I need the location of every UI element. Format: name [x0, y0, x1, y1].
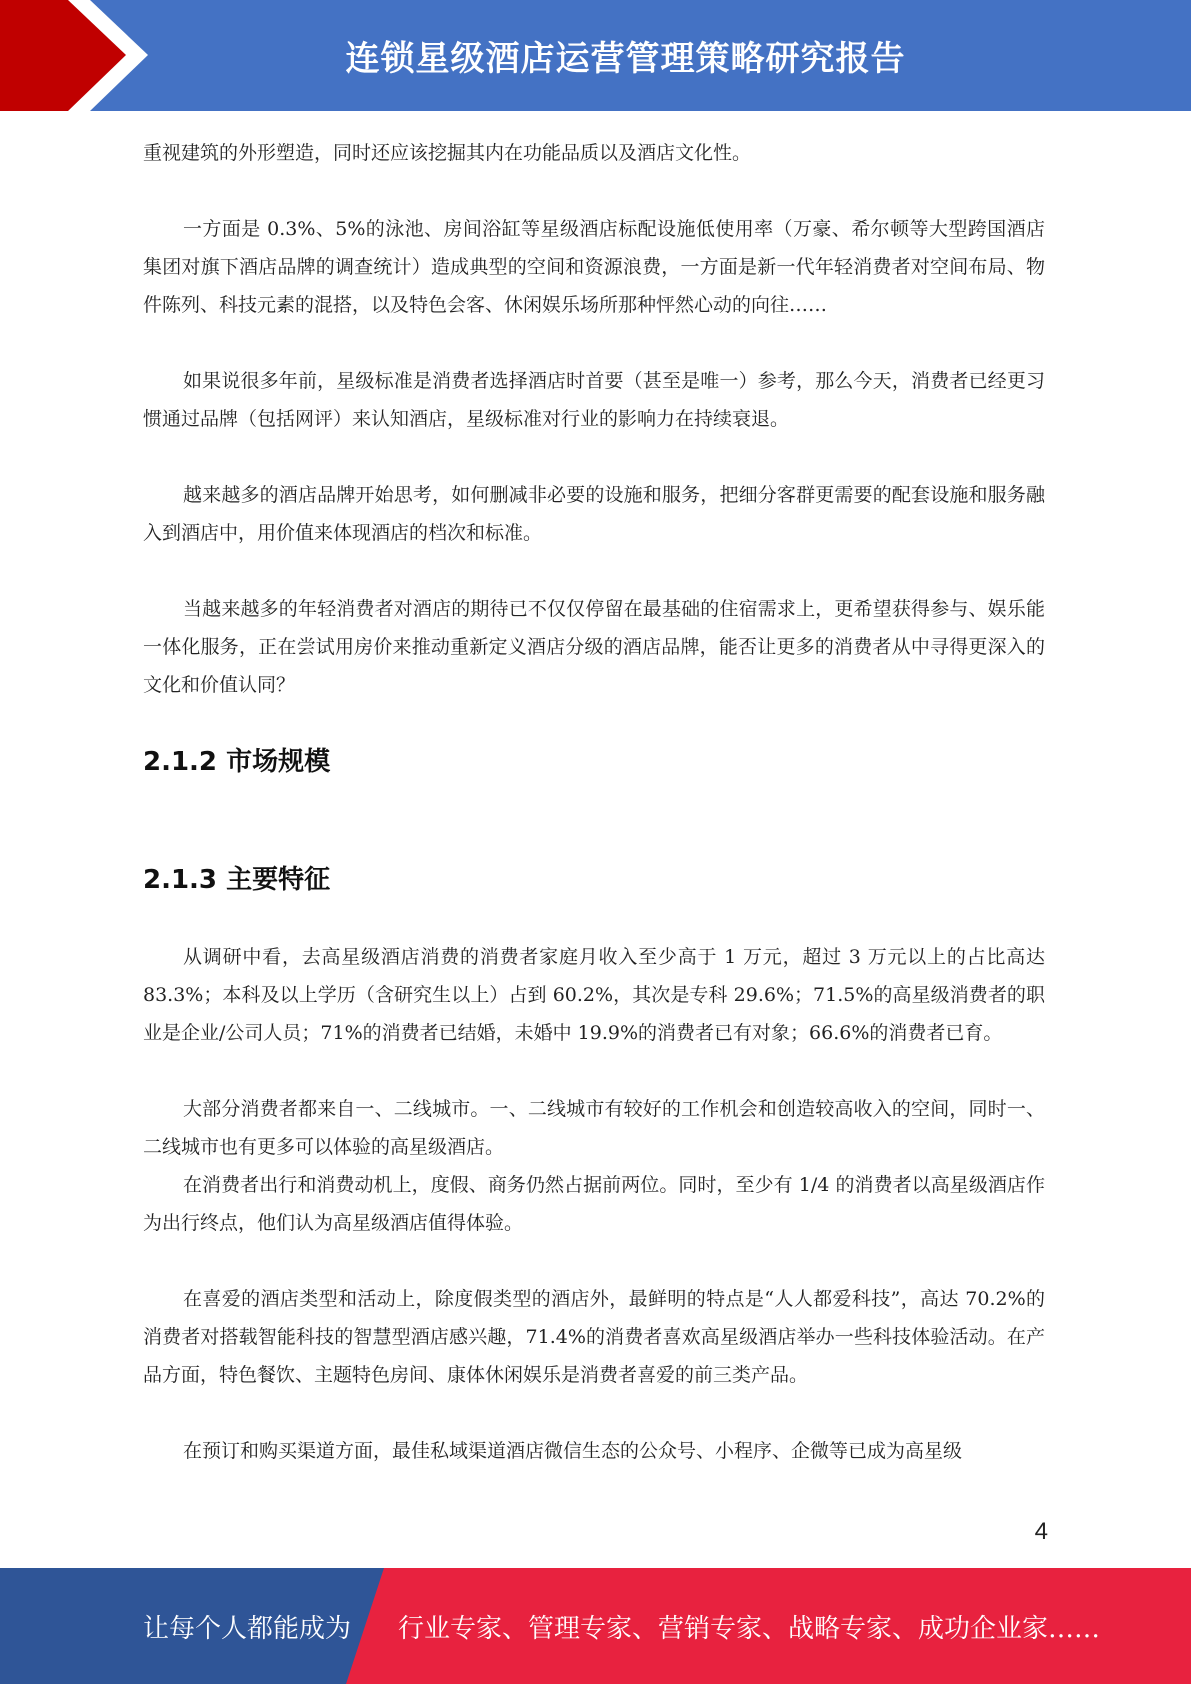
paragraph: 从调研中看，去高星级酒店消费的消费者家庭月收入至少高于 1 万元，超过 3 万元以上的占比高达 83.3%；本科及以上学历（含研究生以上）占到 60.2%，其次是专科 29.6%；71.5%的高星级消费者的职业是企业/公司人员；71%的消费者已结婚，未婚中 19.9%的消费者已有对象；66.6%的消费者已育。: [143, 946, 1045, 1044]
paragraph: 当越来越多的年轻消费者对酒店的期待已不仅仅停留在最基础的住宿需求上，更希望获得参与、娱乐能一体化服务，正在尝试用房价来推动重新定义酒店分级的酒店品牌，能否让更多的消费者从中寻得更深入的文化和价值认同？: [143, 598, 1045, 696]
paragraph: 越来越多的酒店品牌开始思考，如何删减非必要的设施和服务，把细分客群更需要的配套设施和服务融入到酒店中，用价值来体现酒店的档次和标准。: [143, 484, 1045, 544]
page-content: [143, 134, 1045, 1508]
paragraph: 一方面是 0.3%、5%的泳池、房间浴缸等星级酒店标配设施低使用率（万豪、希尔顿等大型跨国酒店集团对旗下酒店品牌的调查统计）造成典型的空间和资源浪费，一方面是新一代年轻消费者对空间布局、物件陈列、科技元素的混搭，以及特色会客、休闲娱乐场所那种怦然心动的向往……: [143, 218, 1045, 316]
section-heading-market-size: 2.1.2 市场规模: [143, 747, 331, 777]
paragraph: 重视建筑的外形塑造，同时还应该挖掘其内在功能品质以及酒店文化性。: [143, 142, 752, 164]
paragraph: 在喜爱的酒店类型和活动上，除度假类型的酒店外，最鲜明的特点是“人人都爱科技”，高达 70.2%的消费者对搭载智能科技的智慧型酒店感兴趣，71.4%的消费者喜欢高星级酒店举办一些科技体验活动。在产品方面，特色餐饮、主题特色房间、康体休闲娱乐是消费者喜爱的前三类产品。: [143, 1288, 1045, 1386]
paragraph: 在预订和购买渠道方面，最佳私域渠道酒店微信生态的公众号、小程序、企微等已成为高星级: [183, 1440, 963, 1462]
footer-banner: [0, 1568, 1191, 1684]
header-banner: [0, 0, 1191, 111]
report-title: 连锁星级酒店运营管理策略研究报告: [345, 39, 906, 79]
footer-slogan-left: 让每个人都能成为: [143, 1613, 352, 1644]
paragraph: 在消费者出行和消费动机上，度假、商务仍然占据前两位。同时，至少有 1/4 的消费者以高星级酒店作为出行终点，他们认为高星级酒店值得体验。: [143, 1174, 1045, 1234]
paragraph: 大部分消费者都来自一、二线城市。一、二线城市有较好的工作机会和创造较高收入的空间，同时一、二线城市也有更多可以体验的高星级酒店。: [143, 1098, 1045, 1158]
footer-slogan-right: 行业专家、管理专家、营销专家、战略专家、成功企业家……: [398, 1613, 1101, 1644]
paragraph: 如果说很多年前，星级标准是消费者选择酒店时首要（甚至是唯一）参考，那么今天，消费者已经更习惯通过品牌（包括网评）来认知酒店，星级标准对行业的影响力在持续衰退。: [143, 370, 1045, 430]
section-heading-main-features: 2.1.3 主要特征: [143, 865, 331, 895]
page-number: 4: [1034, 1518, 1048, 1545]
